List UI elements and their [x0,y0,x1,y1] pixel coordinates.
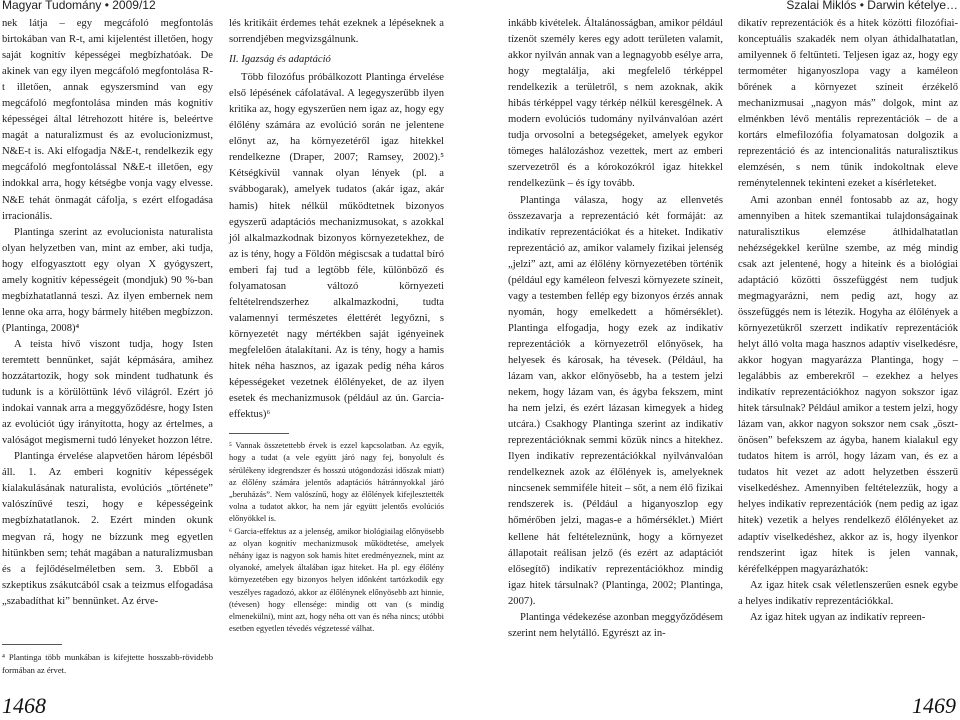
header-article-title: Szalai Miklós • Darwin kételye… [786,0,958,12]
column-1 [2,16,213,610]
paragraph: Az igaz hitek ugyan az indikatív repreen- [750,611,926,623]
paragraph: nek látja – egy megcáfoló megfontolás birtokában van R-t, ami kijelentést illetően, hogy saját kognitív képességei megbízhatóak. De akinek van egy ilyen megcáfoló megfontolása R-t illetően, annak egyszersmind van egy megcáfoló megfontolása minden más kognitív képességei által létrehozott hitére is, beleértve magát a naturalizmust és az evolucionizmust, N&E-t is. Aki elfogadja N&E-t, rendelkezik egy megcáfoló megfontolással N&E-t illetően, egy indokkal arra, hogy kétségbe vonja vagy elvesse. N&E tehát önmagát cáfolja, s ezért elfogadása irracionális. [2,18,213,222]
page-number-right: 1469 [912,693,956,718]
page-number-left: 1468 [2,693,46,718]
paragraph: Több filozófus próbálkozott Plantinga érvelése első lépésének cáfolatával. A legegyszerűbb ilyen kritika az, hogy egyszerűen nem igaz az, hogy egy élőlény számára az evolúció során ne jelentene előnyt az, ha környezetéről igaz hitekkel rendelkezne (Draper, 2007; Ramsey, 2002).⁵ Kétségkívül vannak olyan lények (pl. a svábbogarak), amelyek tudatos (akár igaz, akár hamis) hitek nélkül működtetnek bizonyos egyszerű adaptációs mechanizmusokat, s azokkal jól alkalmazkodnak bizonyos környezetekhez, de az is tény, hogy a Földön mégiscsak a tudattal bíró emberi faj tud a legtöbb féle, különböző és folyamatosan változó környezeti feltételrendszerhez alkalmazkodni, tudta valamennyi természetes élettérét legyőzni, s környezetét nagy mértékben saját igényeinek megfelelően átalakítani. Az is tény, hogy a hamis hitek néha hasznos, az igazak pedig néha káros képességeket vezetnek élőlényeket, de az ilyen esetek és mechanizmusok (például az ún. Garcia-effektus)⁶ [229,72,444,421]
footnote-rule [229,433,289,434]
section-heading: II. Igazság és adaptáció [229,54,331,66]
paragraph: Ami azonban ennél fontosabb az az, hogy amennyiben a hitek szemantikai tulajdonságainak naturalisztikus elemzése átlhidalhatatlan nehézségekkel kerülne szembe, az még mindig csak azt jelentené, hogy a hiteink és a biológiai adaptáció közötti összefüggést nem tudjuk megmagyarázni, nem pedig azt, hogy az összefüggés nem is létezik. Hogyha az élőlények a környezetükről szerzett indikatív reprezentációk helyt álló volta maga hasznos adaptív viselkedésre, akkor hogyan magyarázza Plantinga, hogy – legalábbis az emberekről – ezekhez a helyes indikatív reprezentációkhoz nagyon sokszor igaz hitek társulnak? Például amikor a testem jelzi, hogy lázam van, akkor nagyon sokszor nem csak „öszt-önösen” befekszem az ágyba, hanem kialakul egy tudatos hitem is arról, hogy lázam van, és ez a tudatos hit vezet az adott helyzetben ésszerű viselkedéshez. Amennyiben feltételezzük, hogy a helyes indikatív reprezentációk (nem pedig az igaz hitek) vezetik a helyes rendelkező élőlényeket az adaptív viselkedéshez, akkor az is, hogy ilyenkor rendszerint igaz hitek is jelen vannak, kéréfelképpen magyarázhatók: [738,194,958,575]
paragraph: Az igaz hitek csak véletlenszerűen esnek egybe a helyes indikatív reprezentációkkal. [738,579,958,607]
paragraph: Plantinga védekezése azonban meggyőződésem szerint nem helytálló. Egyrészt az in- [508,611,723,639]
footnote-rule [2,644,62,645]
footnote-text: ⁴ Plantinga több munkában is kifejtette hosszabb-rövidebb formában az érvet. [2,652,213,675]
column-3 [508,16,723,642]
paragraph: dikatív reprezentációk és a hitek közötti filozófiai-konceptuális szakadék nem olyan áthidalhatatlan, amilyennek ő feltünteti. Teljesen igaz az, hogy egy termométer higanyoszlopa vagy a kaméleon bőrének a környezet színeit érzékelő mechanizmusai „nagyon más” dolgok, mint az elménkben lévő mentális reprezentációk – de a kortárs elmefilozófia folyamatosan dolgozik a reprezentáció és az intencionalitás naturalisztikus elemzésén, s nem tűnik indokoltnak eleve reménytelennek tekinteni ezeket a kísérleteket. [738,18,958,190]
paragraph: Plantinga érvelése alapvetően három lépésből áll. 1. Az emberi kognitív képességek kialakulásának naturalista, evolúciós „története” valószínűvé teszi, hogy e képességeink megbízhatatlanok. 2. Ezért minden okunk megvan rá, hogy ne bízzunk meg egyetlen hitünkben sem; tehát magában a naturalizmusban és a fejlődéselméletben sem. 3. Ebből a szkeptikus zsákutcából csak a teizmus elfogadása „szabadíthat ki” bennünket. Az érve- [2,451,213,607]
footnote-5: ⁵ Vannak összetettebb érvek is ezzel kapcsolatban. Az egyik, hogy a tudat (a vele együtt járó nagy fej, bonyolult és sérülékeny idegrendszer és hosszú utógondozási időszak miatt) az élőlény számára jelentős adaptációs hátránnyokkal járó „beruházás”. Nem valószínű, hogy az élőlények kifejlesztették volna a tudatot akkor, ha nem jár együtt jelentős evolúciós előnyökkel is. [229,441,444,524]
paragraph: Plantinga szerint az evolucionista naturalista olyan helyzetben van, mint az ember, aki tudja, hogy elfogyasztott egy olyan X gyógyszert, amely kognitív képességeit (mondjuk) 90 %-ban megbízhatatlanná teszi. Az ilyen embernek nem lenne oka arra, hogy bármely hitében megbízzon. (Plantinga, 2008)⁴ [2,226,213,334]
paragraph: inkább kivételek. Általánosságban, amikor például tízenöt személy keres egy adott területen valamit, akkor nyilván annak van a legnagyobb esélye arra, hogy megtalálja, aki megfelelő térképpel rendelkezik a területről, s nem azoknak, akik hibás térképpel vagy térkép nélkül keresgélnek. A modern evolúciós tudomány nyilvánvalóan azért tudja orvosolni a betegségeket, amelyek egykor tömeges halálozáshoz vezettek, mert az emberi szervezetről és a kórokozókról igaz hitekkel rendelkezünk – és így tovább. [508,18,723,190]
header-journal-title: Magyar Tudomány • 2009/12 [2,0,156,12]
paragraph: A teista hívő viszont tudja, hogy Isten teremtett bennünket, saját képmására, amihez hozzátartozik, hogy sok mindent tudhatunk és tudunk is a körülöttünk lévő világról. Ezért jó indokai vannak arra a meggyőződésre, hogy Isten az evolúciót úgy irányította, hogy az értelmes, a valóságot megismerni tudó lényeket hozzon létre. [2,338,213,447]
footnote-4 [2,644,213,676]
paragraph: lés kritikáit érdemes tehát ezeknek a lépéseknek a sorrendjében megvizsgálnunk. [229,18,444,46]
column-2 [229,16,444,635]
paragraph: Plantinga válasza, hogy az ellenvetés összezavarja a reprezentáció két formáját: az indikatív reprezentációkat és a hiteket. Indikatív reprezentáció az, amikor valamely fizikai jelenség „jelzi” azt, ami az élőlény környezetében történik (például egy kaméleon felveszi környezete színeit, vagy a testemben fellép egy bizonyos érzés annak nyomán, hogy emelkedett a hőmérséklet). Plantinga elfogadja, hogy ezek az indikatív reprezentációk a környezetről előnyösek, ha helyesek és károsak, ha tévesek. (Például, ha lázam van, akkor előnyösebb, ha a testem jelzi nekem, hogy lázam van, és ágyba fekszem, mint ha nem jelzi, és ezért lázasan kimegyek a hideg utcára.) Csakhogy Plantinga szerint az indikatív reprezentációknak semmi közük nincs a hitekhez. Ilyen indikatív reprezentációkkal nyilvánvalóan rendelkeznek azok az élőlények is, amelyeknek nincsenek semmiféle hiteit – sőt, a nem élő fizikai rendszerek is. (Például a higanyoszlop egy hőmérőben jelzi, magas-e a hőmérséklet.) Miért kellene hát feltételeznünk, hogy a környezet állapotait reálisan jelző (és ezért az adaptációt elősegítő) indikatív reprezentációkhoz mindig igaz hitek társulnak? (Plantinga, 2002; Plantinga, 2007). [508,194,723,607]
column-4 [738,16,958,626]
footnote-6: ⁶ Garcia-effektus az a jelenség, amikor biológiailag előnyösebb az olyan kognitív mechanizmusok működtetése, amelyek néhány igaz is nagyon sok hamis hitet eredményeznek, mint az olyanoké, amelyek általában igaz hiteket. Ha pl. egy élőlény környezetében egy bizonyos helyen időnként tartózkodik egy veszélyes ragadozó, akkor az élőlénynek előnyösebb azt hinnie, (tévesen) hogy ellensége: mindig ott van (s mindig elmenekülni), mint azt, hogy néha ott van és néha nincs; utóbbi esetben egyetlen tévedés végzetessé válhat. [229,526,444,634]
running-header [0,0,960,14]
